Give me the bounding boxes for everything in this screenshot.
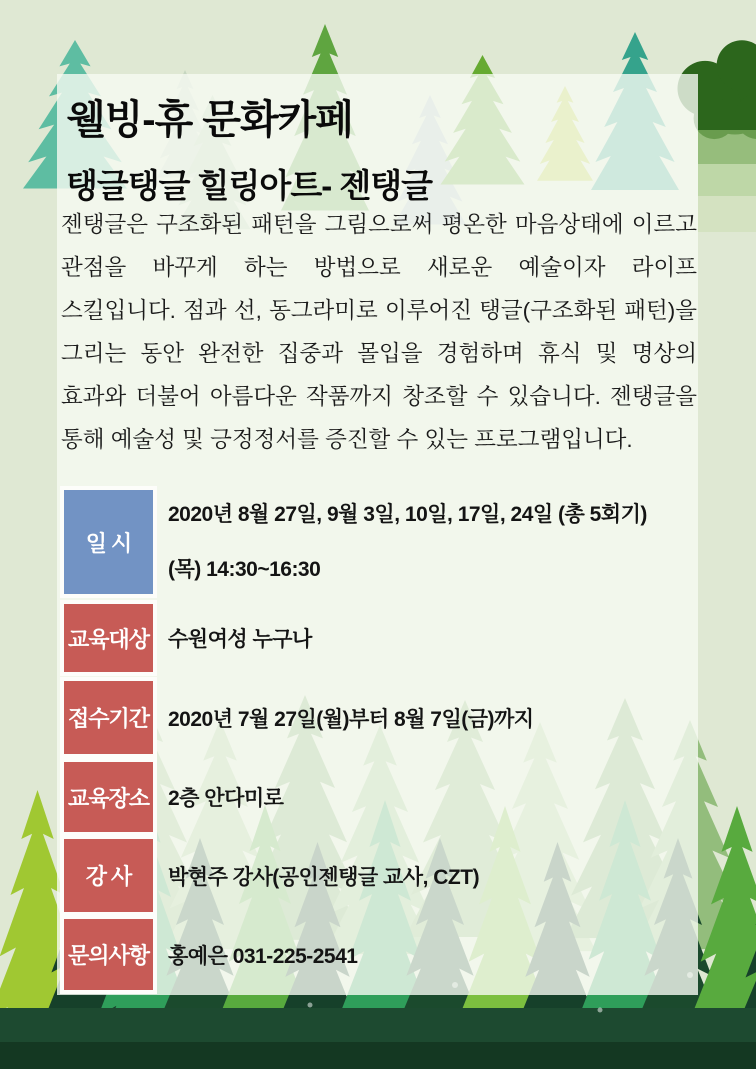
- row-value-datetime: [157, 486, 698, 598]
- row-label-location: 교육장소: [60, 758, 157, 836]
- row-value-registration-period: [157, 677, 698, 758]
- instructor-value: 박현주 강사(공인젠탱글 교사, CZT): [168, 865, 480, 889]
- row-label-datetime: 일 시: [60, 486, 157, 598]
- info-row-location: [60, 758, 698, 836]
- row-value-instructor: [157, 835, 698, 916]
- row-value-target: [157, 600, 698, 676]
- row-label-registration-period: 접수기간: [60, 677, 157, 758]
- registration-period-value: 2020년 7월 27일(월)부터 8월 7일(금)까지: [168, 707, 534, 731]
- info-row-contact: [60, 915, 698, 994]
- info-row-registration-period: [60, 677, 698, 758]
- info-row-target: [60, 600, 698, 676]
- row-label-instructor: 강 사: [60, 835, 157, 916]
- program-subtitle: 탱글탱글 힐링아트- 젠탱글: [66, 167, 432, 204]
- row-label-target: 교육대상: [60, 600, 157, 676]
- datetime-hours: (목) 14:30~16:30: [168, 558, 321, 581]
- page-title: 웰빙-휴 문화카페: [67, 98, 353, 142]
- program-description: 젠탱글은 구조화된 패턴을 그림으로써 평온한 마음상태에 이르고 관점을 바꾸게 하는 방법으로 새로운 예술이자 라이프 스킬입니다. 점과 선, 동그라미로 이루어진 탱글(구조화된 패턴)을 그리는 동안 완전한 집중과 몰입을 경험하며 휴식 및 명상의 효과와 더불어 아름다운 작품까지 창조할 수 있습니다. 젠탱글을 통해 예술성 및 긍정정서를 증진할 수 있는 프로그램입니다.: [61, 212, 697, 452]
- target-value: 수원여성 누구나: [168, 628, 312, 651]
- row-value-location: [157, 758, 698, 836]
- location-value: 2층 안다미로: [168, 787, 284, 810]
- info-row-instructor: [60, 835, 698, 916]
- contact-value: 홍예은 031-225-2541: [168, 944, 358, 968]
- row-label-contact: 문의사항: [60, 915, 157, 994]
- row-value-contact: [157, 915, 698, 994]
- datetime-dates: 2020년 8월 27일, 9월 3일, 10일, 17일, 24일 (총 5회기): [168, 503, 647, 526]
- info-row-datetime: [60, 486, 698, 598]
